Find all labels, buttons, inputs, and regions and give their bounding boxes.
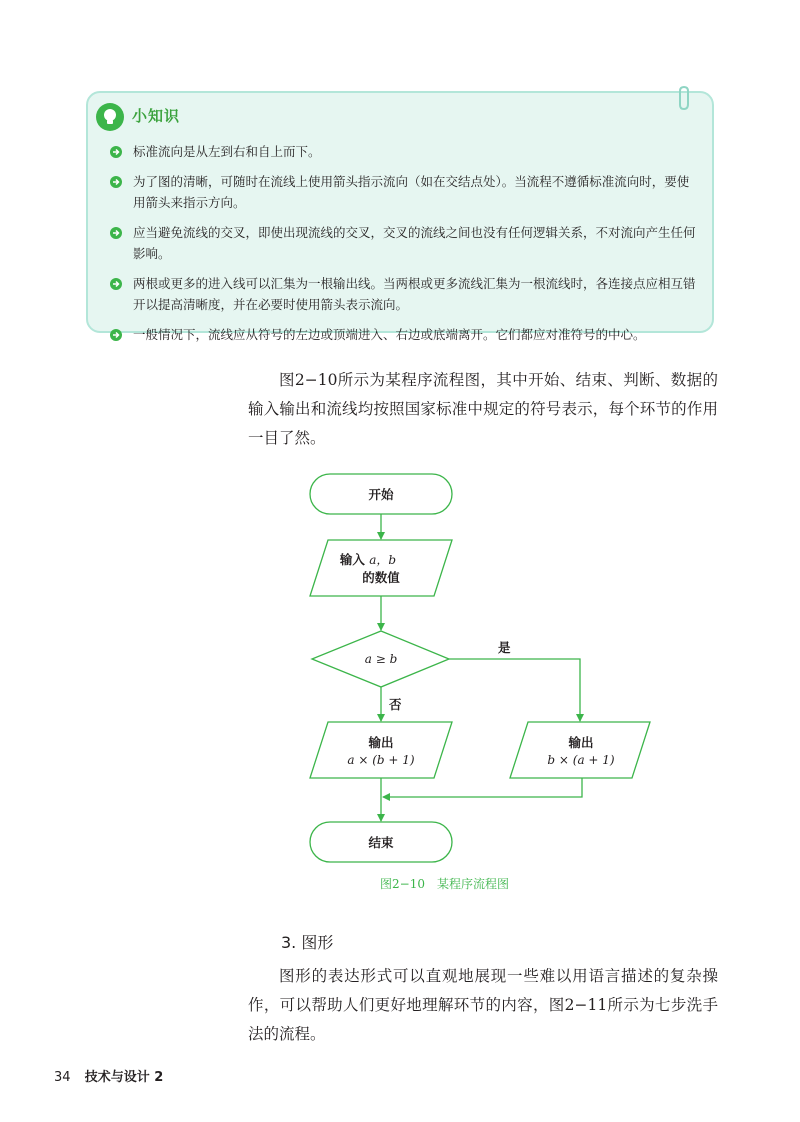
no-label: 否 <box>389 697 402 712</box>
body-paragraph: 图形的表达形式可以直观地展现一些难以用语言描述的复杂操作，可以帮助人们更好地理解环节的内容，图2−11所示为七步洗手法的流程。 <box>248 967 718 1043</box>
list-item <box>102 273 698 315</box>
paperclip-icon <box>674 85 694 113</box>
output-right-expr: b × (a + 1) <box>547 753 615 767</box>
knowledge-text: 一般情况下，流线应从符号的左边或顶端进入、右边或底端离开。它们都应对准符号的中心。 <box>133 327 646 342</box>
knowledge-box <box>86 91 714 342</box>
page-number: 34 <box>54 1070 71 1085</box>
start-label: 开始 <box>368 487 394 502</box>
intro-paragraph: 图2−10所示为某程序流程图，其中开始、结束、判断、数据的输入输出和流线均按照国家标准中规定的符号表示，每个环节的作用一目了然。 <box>248 371 718 447</box>
input-prefix: 输入 <box>339 552 370 567</box>
figure-caption: 图2−10 某程序流程图 <box>380 877 509 891</box>
page-footer <box>54 1066 163 1085</box>
output-left-title: 输出 <box>368 735 394 750</box>
yes-label: 是 <box>498 640 511 655</box>
end-label: 结束 <box>368 835 394 850</box>
arrow-bullet-icon <box>110 278 122 290</box>
lightbulb-icon <box>96 103 124 131</box>
knowledge-text: 两根或更多的进入线可以汇集为一根输出线。当两根或更多流线汇集为一根流线时，各连接点应相互错开以提高清晰度，并在必要时使用箭头表示流向。 <box>133 276 696 312</box>
flow-line <box>383 778 582 797</box>
output-left-parallelogram <box>310 722 452 778</box>
output-right-title: 输出 <box>568 735 594 750</box>
flow-line <box>449 659 580 721</box>
knowledge-title: 小知识 <box>132 107 181 125</box>
arrow-bullet-icon <box>110 146 122 158</box>
decision-label: a ≥ b <box>364 652 398 666</box>
input-label-line1 <box>339 552 396 567</box>
knowledge-list <box>102 141 698 354</box>
knowledge-text: 应当避免流线的交叉，即使出现流线的交叉，交叉的流线之间也没有任何逻辑关系，不对流向产生任何影响。 <box>133 225 696 261</box>
input-label-line2: 的数值 <box>362 570 400 585</box>
list-item <box>102 222 698 264</box>
input-vars: a，b <box>369 553 397 567</box>
section-title: 3. 图形 <box>281 933 334 952</box>
arrow-bullet-icon <box>110 329 122 341</box>
flowchart <box>300 470 660 870</box>
arrow-bullet-icon <box>110 176 122 188</box>
knowledge-text: 为了图的清晰，可随时在流线上使用箭头指示流向（如在交结点处）。当流程不遵循标准流向时，要使用箭头来指示方向。 <box>133 174 690 210</box>
book-title: 技术与设计 2 <box>84 1070 164 1085</box>
list-item <box>102 141 698 162</box>
output-right-parallelogram <box>510 722 650 778</box>
arrow-bullet-icon <box>110 227 122 239</box>
output-left-expr: a × (b + 1) <box>347 753 415 767</box>
input-parallelogram <box>310 540 452 596</box>
list-item <box>102 324 698 345</box>
list-item <box>102 171 698 213</box>
knowledge-text: 标准流向是从左到右和自上而下。 <box>133 144 321 159</box>
